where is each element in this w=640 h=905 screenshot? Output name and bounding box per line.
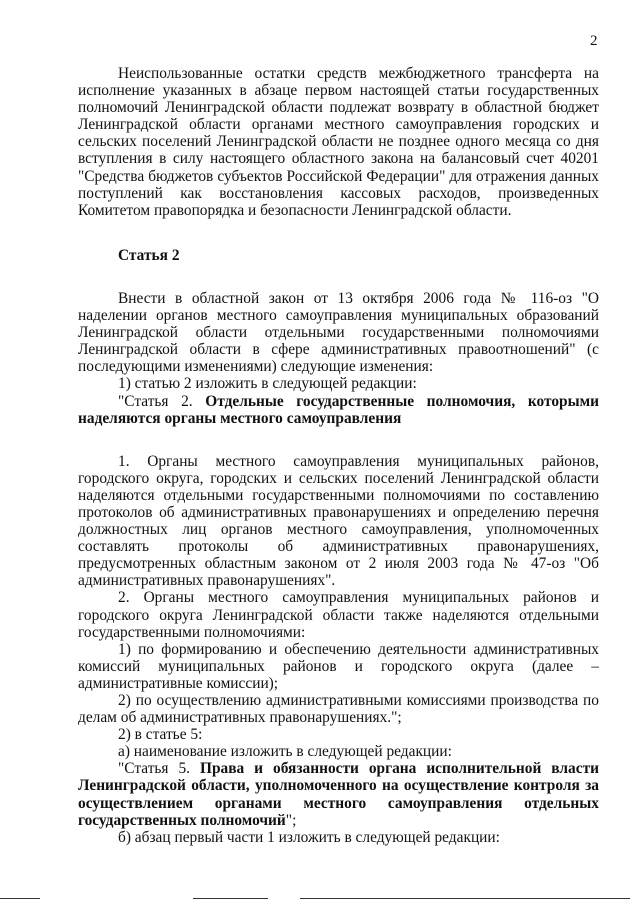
footer-divider-mid — [193, 898, 268, 899]
article-5-suffix: "; — [285, 811, 297, 829]
list-item-2b: б) абзац первый части 1 изложить в следующей редакции: — [118, 828, 500, 846]
footer-divider-right — [300, 898, 630, 899]
footer-divider-left — [0, 898, 40, 899]
paragraph-unused-balances: Неиспользованные остатки средств межбюджетного трансферта на исполнение указанных в абзаце первом настоящей статьи государственных полномочий Ленинградской области подлежат возврату в областной бюджет Ленинградской области органами местного самоуправления городских и сельских поселений Ленинградской области не позднее одного месяца со дня вступления в силу настоящего областного закона на балансовый счет 40201 "Средства бюджетов субъектов Российской Федерации" для отражения данных поступлений как восстановления кассовых расходов, произведенных Комитетом правопорядка и безопасности Ленинградской области. — [78, 65, 599, 219]
article-2-point-2: 2. Органы местного самоуправления муниципальных районов и городского округа Ленинградской области также наделяются отдельными государственными полномочиями: — [78, 589, 599, 641]
paragraph-intro: Внести в областной закон от 13 октября 2006 года № 116-оз "О наделении органов местного самоуправления муниципальных образований Ленинградской области отдельными государственными полномочиями Ленинградской области в сфере административных правоотношений" (с последующими изменениями) следующие изменения: — [78, 289, 599, 376]
article-2-prefix: "Статья 2. — [118, 392, 206, 410]
article-5-prefix: "Статья 5. — [118, 760, 200, 778]
article-2-point-2-sub-1: 1) по формированию и обеспечению деятельности административных комиссий муниципальных районов и городского округа (далее – административные комиссии); — [78, 640, 599, 692]
article-2-title-text: Отдельные государственные полномочия, которыми наделяются органы местного самоуправления — [78, 392, 599, 427]
article-5-title-text: Права и обязанности органа исполнительной власти Ленинградской области, уполномоченного на осуществление контроля за осуществлением органами местного самоуправления отдельных государственных полномочий — [78, 760, 599, 829]
document-body — [78, 65, 599, 846]
article-2-point-1: 1. Органы местного самоуправления муниципальных районов, городского округа, городских и сельских поселений Ленинградской области наделяются отдельными государственными полномочиями по составлению протоколов об административных правонарушениях и определению перечня должностных лиц органов местного самоуправления, уполномоченных составлять протоколы об административных правонарушениях, предусмотренных областным законом от 2 июля 2003 года № 47-оз "Об административных правонарушениях". — [78, 452, 599, 590]
list-item-2: 2) в статье 5: — [118, 726, 203, 744]
list-item-1: 1) статью 2 изложить в следующей редакции: — [118, 375, 417, 393]
article-2-point-2-sub-2: 2) по осуществлению административными комиссиями производства по делам об административных правонарушениях."; — [78, 692, 599, 727]
article-2-title — [78, 393, 599, 427]
list-item-2a: а) наименование изложить в следующей редакции: — [118, 743, 452, 761]
article-5-title — [78, 760, 599, 828]
article-heading: Статья 2 — [118, 246, 180, 264]
page-number: 2 — [590, 33, 598, 49]
